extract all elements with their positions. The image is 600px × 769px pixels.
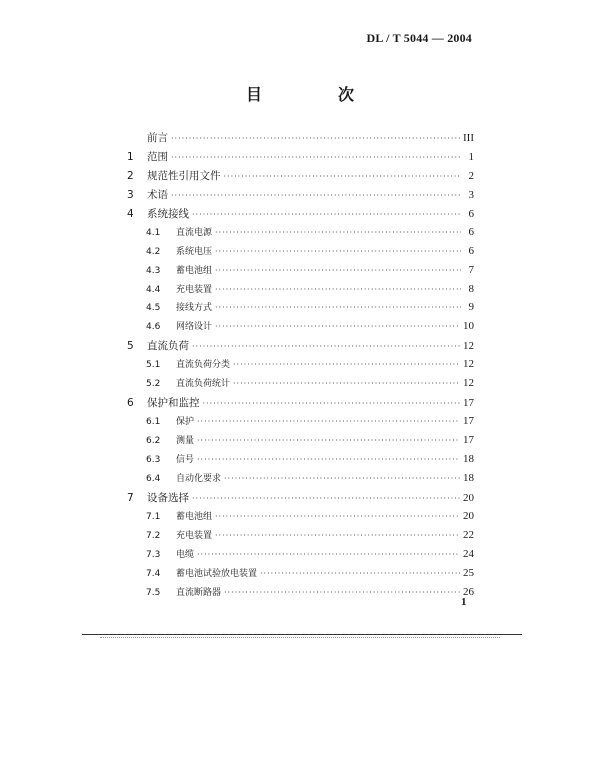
toc-entry-label: 网络设计	[176, 322, 213, 333]
toc-leader-dots	[215, 285, 461, 294]
toc-entry-label: 直流电源	[176, 227, 213, 238]
table-of-contents	[127, 130, 474, 603]
toc-entry[interactable]	[127, 490, 474, 509]
toc-entry-label: 范围	[147, 150, 168, 163]
toc-entry-number: 6.3	[146, 454, 161, 465]
toc-entry[interactable]	[127, 547, 474, 566]
toc-entry[interactable]	[127, 395, 474, 414]
toc-entry-label: 规范性引用文件	[147, 169, 221, 182]
toc-entry[interactable]	[127, 225, 474, 244]
toc-entry-number: 5.1	[146, 360, 161, 371]
toc-entry[interactable]	[127, 566, 474, 585]
toc-entry-number: 7.4	[146, 568, 161, 579]
toc-entry-page: 12	[463, 377, 474, 390]
toc-entry-number: 3	[127, 188, 134, 201]
toc-entry-number: 7.2	[146, 530, 161, 541]
toc-entry-number: 7	[127, 491, 134, 504]
toc-leader-dots	[215, 266, 461, 275]
toc-leader-dots	[224, 172, 462, 181]
toc-entry-page: 26	[463, 585, 474, 598]
toc-leader-dots	[233, 360, 460, 369]
toc-entry-page: 6	[468, 244, 474, 257]
toc-leader-dots	[192, 494, 460, 503]
toc-entry-number: 6.2	[146, 436, 161, 446]
toc-entry[interactable]	[127, 509, 474, 528]
toc-entry-number: 6.1	[146, 417, 161, 428]
toc-entry-label: 系统接线	[147, 207, 189, 220]
toc-entry[interactable]	[127, 168, 474, 187]
toc-entry-page: 6	[468, 207, 474, 220]
toc-entry-page: 7	[468, 263, 474, 276]
toc-entry-number: 6	[127, 397, 134, 410]
toc-entry[interactable]	[127, 414, 474, 433]
toc-entry-page: 20	[463, 509, 474, 522]
toc-entry-number: 4.2	[146, 246, 161, 257]
toc-entry-page: 10	[463, 320, 474, 333]
toc-entry[interactable]	[127, 263, 474, 282]
toc-entry-label: 接线方式	[176, 303, 213, 314]
toc-entry[interactable]	[127, 452, 474, 471]
toc-entry[interactable]	[127, 187, 474, 206]
toc-entry[interactable]	[127, 244, 474, 263]
toc-entry-number: 4.6	[146, 322, 161, 333]
toc-entry-label: 直流负荷分类	[176, 360, 231, 371]
toc-entry-number: 7.1	[146, 511, 161, 522]
page-number: 1	[461, 596, 467, 608]
toc-entry[interactable]	[127, 433, 474, 452]
toc-entry[interactable]	[127, 282, 474, 301]
toc-entry-page: 17	[463, 397, 474, 410]
toc-entry-label: 保护	[176, 417, 195, 428]
toc-entry-number: 5.2	[146, 379, 161, 390]
toc-leader-dots	[233, 379, 460, 388]
toc-entry[interactable]	[127, 376, 474, 395]
toc-leader-dots	[197, 417, 460, 426]
toc-entry-label: 直流负荷统计	[176, 379, 231, 390]
toc-title: 目 次	[245, 85, 384, 104]
toc-entry-number: 4.1	[146, 227, 161, 238]
toc-entry-page: III	[463, 132, 474, 144]
toc-leader-dots	[197, 455, 460, 464]
toc-entry-page: 20	[463, 491, 474, 504]
toc-entry-page: 25	[463, 566, 474, 579]
toc-entry-page: 9	[468, 301, 474, 314]
toc-entry-page: 24	[463, 547, 474, 560]
toc-entry-label: 蓄电池试验放电装置	[176, 568, 258, 579]
toc-entry-number: 4.3	[146, 265, 161, 276]
toc-entry-number: 2	[127, 169, 134, 182]
toc-entry-label: 术语	[147, 188, 168, 201]
toc-leader-dots	[215, 531, 460, 540]
toc-entry-page: 3	[468, 188, 474, 201]
toc-entry-label: 电缆	[176, 549, 195, 560]
toc-leader-dots	[224, 474, 460, 483]
toc-entry-page: 2	[468, 169, 474, 182]
toc-leader-dots	[203, 399, 461, 408]
toc-entry-label: 蓄电池组	[176, 265, 213, 276]
toc-leader-dots	[215, 228, 461, 237]
toc-leader-dots	[192, 210, 461, 219]
toc-entry-label: 前言	[147, 132, 168, 144]
toc-entry[interactable]	[127, 528, 474, 547]
toc-entry-number: 5	[127, 340, 134, 353]
toc-entry-number: 4.5	[146, 303, 161, 314]
toc-entry-number: 7.3	[146, 549, 161, 560]
toc-entry-page: 17	[463, 434, 474, 446]
toc-leader-dots	[224, 588, 460, 597]
toc-entry-label: 保护和监控	[147, 397, 200, 410]
toc-leader-dots	[197, 550, 460, 559]
toc-entry-page: 12	[463, 358, 474, 371]
toc-entry-page: 17	[463, 415, 474, 428]
toc-entry-number: 4	[127, 207, 134, 220]
footer-rule	[82, 634, 522, 635]
toc-entry-page: 1	[468, 150, 474, 163]
toc-leader-dots	[260, 569, 460, 578]
toc-leader-dots	[197, 436, 460, 445]
toc-leader-dots	[171, 134, 460, 143]
toc-entry-label: 直流断路器	[176, 587, 222, 598]
toc-entry-label: 测量	[176, 436, 195, 446]
toc-leader-dots	[215, 512, 460, 521]
toc-entry[interactable]	[127, 149, 474, 168]
toc-leader-dots	[215, 247, 461, 256]
toc-entry-page: 12	[463, 340, 474, 353]
toc-entry[interactable]	[127, 319, 474, 338]
toc-entry[interactable]	[127, 357, 474, 376]
toc-entry-label: 信号	[176, 454, 195, 465]
toc-entry-page: 18	[463, 471, 474, 484]
toc-entry-label: 系统电压	[176, 246, 213, 257]
toc-entry-label: 充电装置	[176, 284, 213, 295]
toc-entry[interactable]	[127, 300, 474, 319]
toc-entry-number: 7.5	[146, 587, 161, 598]
toc-leader-dots	[171, 153, 461, 162]
toc-entry-label: 自动化要求	[176, 473, 222, 484]
toc-entry-page: 6	[468, 225, 474, 238]
toc-entry-page: 8	[468, 282, 474, 295]
toc-leader-dots	[171, 191, 461, 200]
toc-entry[interactable]	[127, 338, 474, 357]
toc-entry-number: 1	[127, 150, 134, 163]
toc-leader-dots	[192, 342, 460, 351]
toc-entry-page: 18	[463, 452, 474, 465]
toc-entry[interactable]	[127, 206, 474, 225]
footer-rule-secondary	[100, 637, 500, 638]
toc-entry[interactable]	[127, 130, 474, 149]
toc-entry[interactable]	[127, 471, 474, 490]
toc-entry-label: 直流负荷	[147, 340, 189, 353]
toc-entry-number: 6.4	[146, 473, 161, 484]
toc-entry[interactable]	[127, 585, 474, 604]
toc-entry-page: 22	[463, 528, 474, 541]
document-code: DL / T 5044 — 2004	[366, 31, 472, 45]
toc-leader-dots	[215, 303, 461, 312]
toc-entry-label: 蓄电池组	[176, 511, 213, 522]
toc-leader-dots	[215, 322, 460, 331]
toc-entry-number: 4.4	[146, 284, 161, 295]
toc-entry-label: 充电装置	[176, 530, 213, 541]
toc-entry-label: 设备选择	[147, 491, 189, 504]
